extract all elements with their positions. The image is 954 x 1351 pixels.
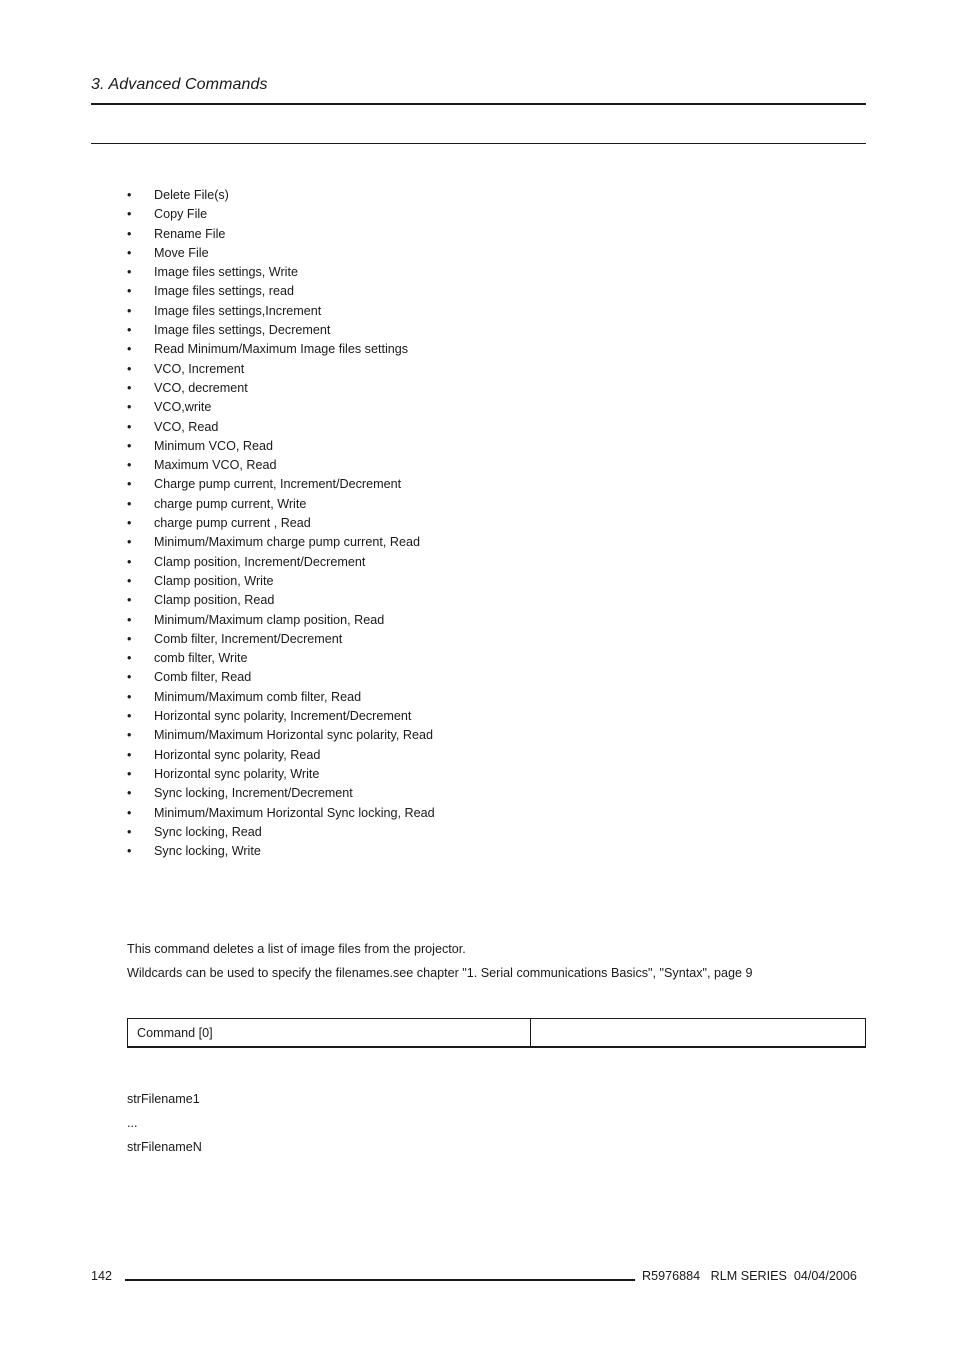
command-value-cell bbox=[531, 1019, 865, 1046]
bullet-mark: • bbox=[127, 496, 132, 511]
list-item-label: Maximum VCO, Read bbox=[154, 458, 277, 473]
bullet-mark: • bbox=[127, 805, 132, 820]
list-item-label: Comb filter, Read bbox=[154, 670, 252, 685]
list-item-label: Minimum/Maximum comb filter, Read bbox=[154, 689, 362, 704]
bullet-mark: • bbox=[127, 458, 132, 473]
list-item-label: VCO, decrement bbox=[154, 380, 248, 395]
list-item-label: Image files settings, Write bbox=[154, 265, 298, 280]
list-item-label: charge pump current , Read bbox=[154, 516, 311, 531]
list-item-label: comb filter, Write bbox=[154, 651, 248, 666]
bullet-mark: • bbox=[127, 226, 132, 241]
list-item-label: Sync locking, Read bbox=[154, 824, 262, 839]
bullet-mark: • bbox=[127, 419, 132, 434]
list-item-label: Clamp position, Read bbox=[154, 593, 275, 608]
bullet-mark: • bbox=[127, 438, 132, 453]
list-item-label: Minimum VCO, Read bbox=[154, 438, 273, 453]
header-rule bbox=[91, 103, 866, 105]
bullet-mark: • bbox=[127, 689, 132, 704]
command-cell: Command [0] bbox=[128, 1019, 531, 1046]
bullet-mark: • bbox=[127, 477, 132, 492]
bullet-mark: • bbox=[127, 284, 132, 299]
list-item-label: Comb filter, Increment/Decrement bbox=[154, 631, 343, 646]
bullet-mark: • bbox=[127, 786, 132, 801]
list-item-label: Sync locking, Increment/Decrement bbox=[154, 786, 353, 801]
footer-rule bbox=[125, 1279, 635, 1281]
list-item-label: Clamp position, Write bbox=[154, 573, 274, 588]
param-first: strFilename1 bbox=[127, 1092, 200, 1106]
bullet-mark: • bbox=[127, 631, 132, 646]
list-item-label: Minimum/Maximum charge pump current, Read bbox=[154, 535, 420, 550]
description-line-1: This command deletes a list of image files from the projector. bbox=[127, 942, 466, 956]
bullet-mark: • bbox=[127, 844, 132, 859]
bullet-mark: • bbox=[127, 265, 132, 280]
bullet-mark: • bbox=[127, 728, 132, 743]
bullet-mark: • bbox=[127, 670, 132, 685]
list-item-label: Copy File bbox=[154, 207, 208, 222]
page-number: 142 bbox=[91, 1269, 113, 1283]
bullet-mark: • bbox=[127, 361, 132, 376]
bullet-mark: • bbox=[127, 516, 132, 531]
bullet-mark: • bbox=[127, 824, 132, 839]
list-item-label: charge pump current, Write bbox=[154, 496, 307, 511]
list-item-label: Horizontal sync polarity, Read bbox=[154, 747, 321, 762]
list-item-label: Delete File(s) bbox=[154, 188, 229, 202]
list-item-label: Move File bbox=[154, 245, 209, 260]
list-item-label: VCO, Increment bbox=[154, 361, 245, 376]
list-item-label: Image files settings, Decrement bbox=[154, 323, 331, 338]
list-item-label: Minimum/Maximum Horizontal Sync locking, Read bbox=[154, 805, 435, 820]
section-rule bbox=[91, 143, 866, 144]
param-ellipsis: ... bbox=[127, 1116, 138, 1130]
list-item-label: Image files settings,Increment bbox=[154, 303, 322, 318]
list-item-label: Sync locking, Write bbox=[154, 844, 261, 859]
bullet-mark: • bbox=[127, 303, 132, 318]
bullet-mark: • bbox=[127, 747, 132, 762]
list-item-label: VCO,write bbox=[154, 400, 212, 415]
bullet-mark: • bbox=[127, 207, 132, 222]
list-item-label: Rename File bbox=[154, 226, 226, 241]
bullet-mark: • bbox=[127, 188, 132, 202]
description-line-2: Wildcards can be used to specify the filenames.see chapter "1. Serial communications Basics", "Syntax", page 9 bbox=[127, 966, 753, 980]
list-item-label: Charge pump current, Increment/Decrement bbox=[154, 477, 402, 492]
bullet-mark: • bbox=[127, 651, 132, 666]
list-item-label: Minimum/Maximum Horizontal sync polarity, Read bbox=[154, 728, 434, 743]
list-item-label: VCO, Read bbox=[154, 419, 219, 434]
bullet-mark: • bbox=[127, 380, 132, 395]
bullet-mark: • bbox=[127, 323, 132, 338]
footer-doc-ref: R5976884 RLM SERIES 04/04/2006 bbox=[642, 1269, 857, 1283]
bullet-mark: • bbox=[127, 573, 132, 588]
bullet-mark: • bbox=[127, 245, 132, 260]
param-last: strFilenameN bbox=[127, 1140, 202, 1154]
bullet-mark: • bbox=[127, 400, 132, 415]
bullet-mark: • bbox=[127, 342, 132, 357]
list-item-label: Read Minimum/Maximum Image files settings bbox=[154, 342, 409, 357]
list-item-label: Clamp position, Increment/Decrement bbox=[154, 554, 366, 569]
command-table bbox=[127, 1018, 866, 1048]
chapter-title: 3. Advanced Commands bbox=[91, 76, 268, 93]
bullet-mark: • bbox=[127, 612, 132, 627]
list-item-label: Image files settings, read bbox=[154, 284, 295, 299]
list-item-label: Horizontal sync polarity, Write bbox=[154, 766, 320, 781]
bullet-mark: • bbox=[127, 593, 132, 608]
bullet-mark: • bbox=[127, 709, 132, 724]
bullet-mark: • bbox=[127, 554, 132, 569]
list-item-label: Minimum/Maximum clamp position, Read bbox=[154, 612, 385, 627]
list-item-label: Horizontal sync polarity, Increment/Decrement bbox=[154, 709, 412, 724]
bullet-mark: • bbox=[127, 766, 132, 781]
bullet-mark: • bbox=[127, 535, 132, 550]
